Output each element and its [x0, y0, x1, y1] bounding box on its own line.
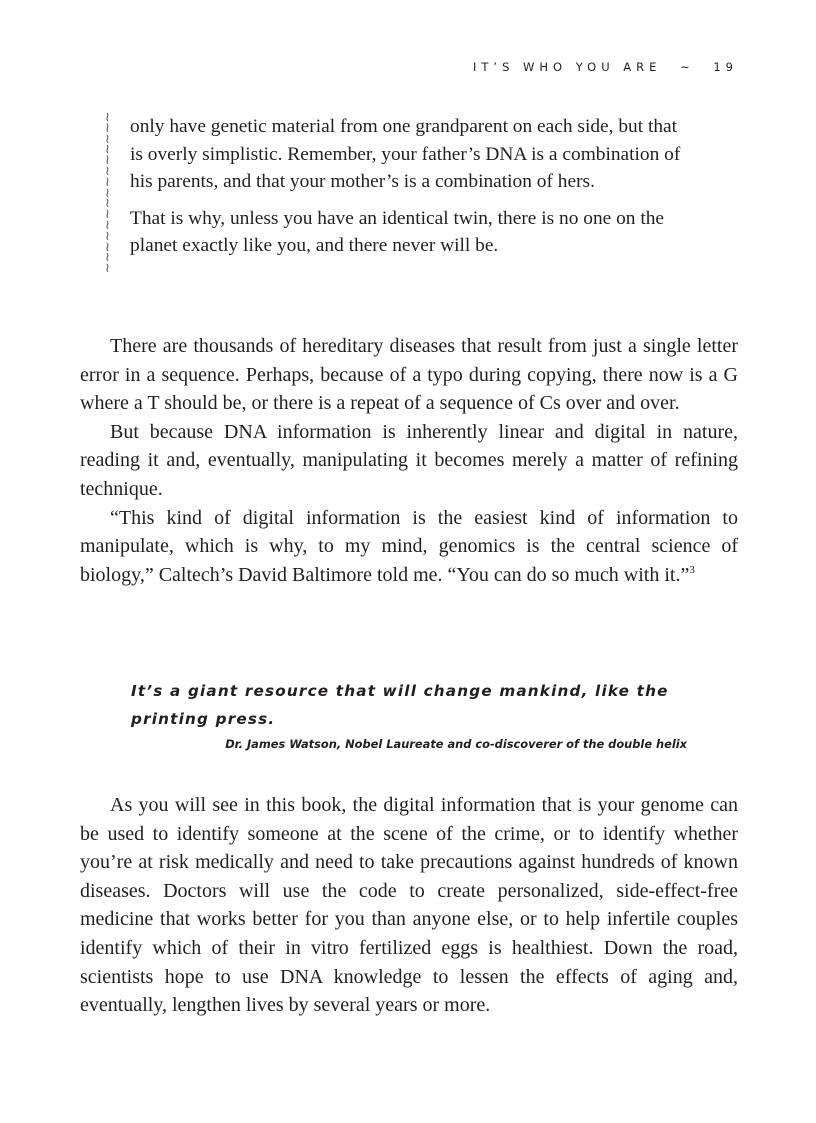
body-text-bottom	[80, 791, 738, 1020]
sidebar-text	[130, 113, 690, 260]
pull-quote-text: It’s a giant resource that will change mankind, like the printing press.	[131, 682, 669, 728]
sidebar-paragraph-1: only have genetic material from one grandparent on each side, but that is overly simplistic. Remember, your father’s DNA is a combination of his parents, and that your mother’s is a combination of hers.	[130, 116, 681, 192]
baltimore-quote: “This kind of digital information is the easiest kind of information to manipulate, which is why, to my mind, genomics is the central science of biology,” Caltech’s David Baltimore told me. “You can do so much with it.”	[80, 506, 738, 586]
squiggle-rule-icon: ≀ ≀ ≀ ≀ ≀ ≀ ≀ ≀ ≀ ≀ ≀ ≀ ≀ ≀ ≀	[105, 110, 110, 277]
body-text-top	[80, 332, 738, 589]
body-paragraph-1: There are thousands of hereditary diseases that result from just a single letter error in a sequence. Perhaps, because of a typo during copying, there now is a G where a T should be, or there is a repeat of a sequence of Cs over and over.	[80, 335, 738, 415]
running-header	[473, 60, 738, 74]
sidebar-box	[105, 110, 715, 277]
running-title: IT’S WHO YOU ARE	[473, 60, 662, 74]
pull-quote-attribution: Dr. James Watson, Nobel Laureate and co-discoverer of the double helix	[225, 737, 687, 751]
page-number: 19	[713, 60, 738, 74]
body-paragraph-4: As you will see in this book, the digital information that is your genome can be used to identify someone at the scene of the crime, or to identify whether you’re at risk medically and need to take precautions against hundreds of known diseases. Doctors will use the code to create personalized, side-effect-free medicine that works better for you than anyone else, or to help infertile couples identify which of their in vitro fertilized eggs is healthiest. Down the road, scientists hope to use DNA knowledge to lessen the effects of aging and, eventually, lengthen lives by several years or more.	[80, 794, 738, 1017]
header-separator: ~	[680, 60, 695, 74]
pull-quote	[131, 678, 691, 751]
body-paragraph-2: But because DNA information is inherently linear and digital in nature, reading it and, eventually, manipulating it becomes merely a matter of refining technique.	[80, 420, 738, 500]
sidebar-paragraph-2: That is why, unless you have an identical twin, there is no one on the planet exactly like you, and there never will be.	[130, 207, 665, 256]
footnote-ref: 3	[689, 563, 695, 576]
body-paragraph-3	[80, 504, 738, 590]
